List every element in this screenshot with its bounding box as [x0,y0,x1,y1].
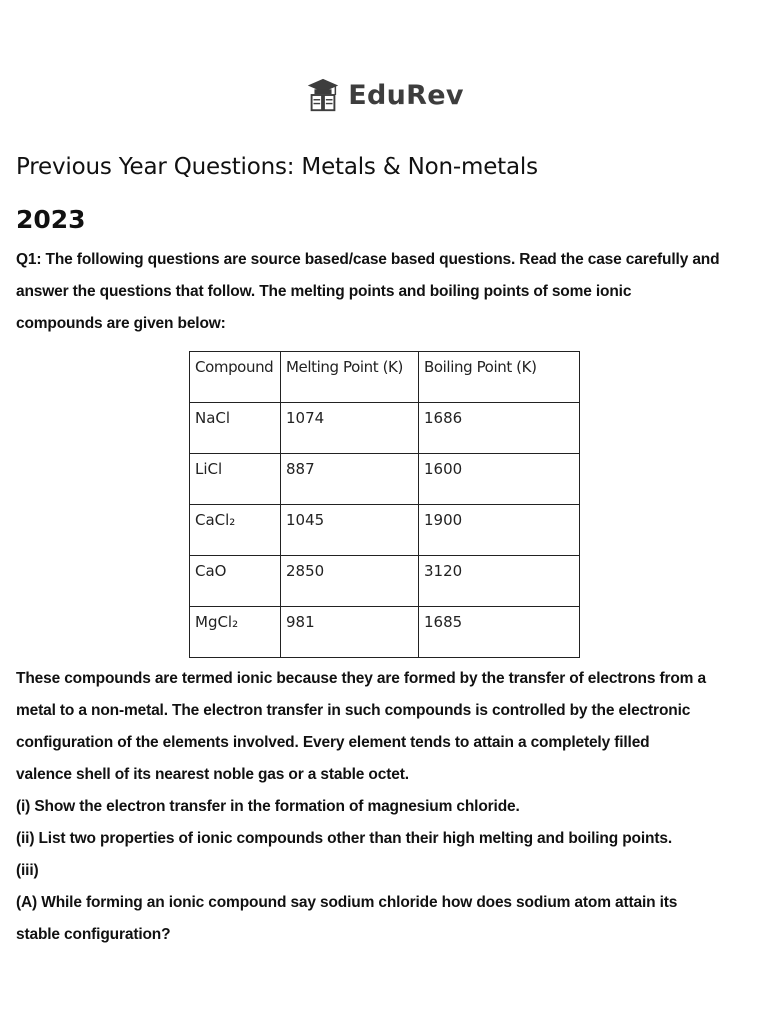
table-cell: 1685 [419,607,580,658]
text-line: These compounds are termed ionic because they are formed by the transfer of electrons from a [16,670,706,687]
table-cell: 981 [281,607,419,658]
table-cell: MgCl₂ [190,607,281,658]
table-cell: 2850 [281,556,419,607]
table-header-row [190,352,580,403]
graduation-cap-book-icon [304,76,342,114]
table-row [190,403,580,454]
subquestion-iii-a: (A) While forming an ionic compound say sodium chloride how does sodium atom attain its [16,894,678,911]
subquestion-ii: (ii) List two properties of ionic compounds other than their high melting and boiling points. [16,830,672,847]
text-line: configuration of the elements involved. Every element tends to attain a completely filled [16,734,650,751]
text-line: compounds are given below: [16,315,226,332]
subquestion-i: (i) Show the electron transfer in the formation of magnesium chloride. [16,798,520,815]
table-cell: CaO [190,556,281,607]
table-row [190,454,580,505]
table-cell: 1900 [419,505,580,556]
text-line: metal to a non-metal. The electron transfer in such compounds is controlled by the electronic [16,702,691,719]
table-row [190,607,580,658]
table-cell: LiCl [190,454,281,505]
table-cell: 3120 [419,556,580,607]
text-line: Q1: The following questions are source based/case based questions. Read the case carefully and [16,251,720,268]
question-1-text [16,244,756,340]
table-cell: 1686 [419,403,580,454]
table-cell: CaCl₂ [190,505,281,556]
text-line: valence shell of its nearest noble gas or a stable octet. [16,766,409,783]
table-cell: NaCl [190,403,281,454]
edurev-logo [0,76,768,114]
table-cell: 1074 [281,403,419,454]
text-line: stable configuration? [16,926,171,943]
table-row [190,505,580,556]
page-title: Previous Year Questions: Metals & Non-metals [16,154,538,180]
table-row [190,556,580,607]
table-cell: 1045 [281,505,419,556]
table-cell: 1600 [419,454,580,505]
text-line: answer the questions that follow. The melting points and boiling points of some ionic [16,283,632,300]
column-header-boiling-point: Boiling Point (K) [419,352,580,403]
compounds-table [189,351,580,658]
column-header-compound: Compound [190,352,281,403]
column-header-melting-point: Melting Point (K) [281,352,419,403]
subquestion-iii: (iii) [16,862,39,879]
table-cell: 887 [281,454,419,505]
year-heading: 2023 [16,205,86,234]
logo-text: EduRev [348,79,464,111]
case-text-and-subquestions [16,663,756,951]
